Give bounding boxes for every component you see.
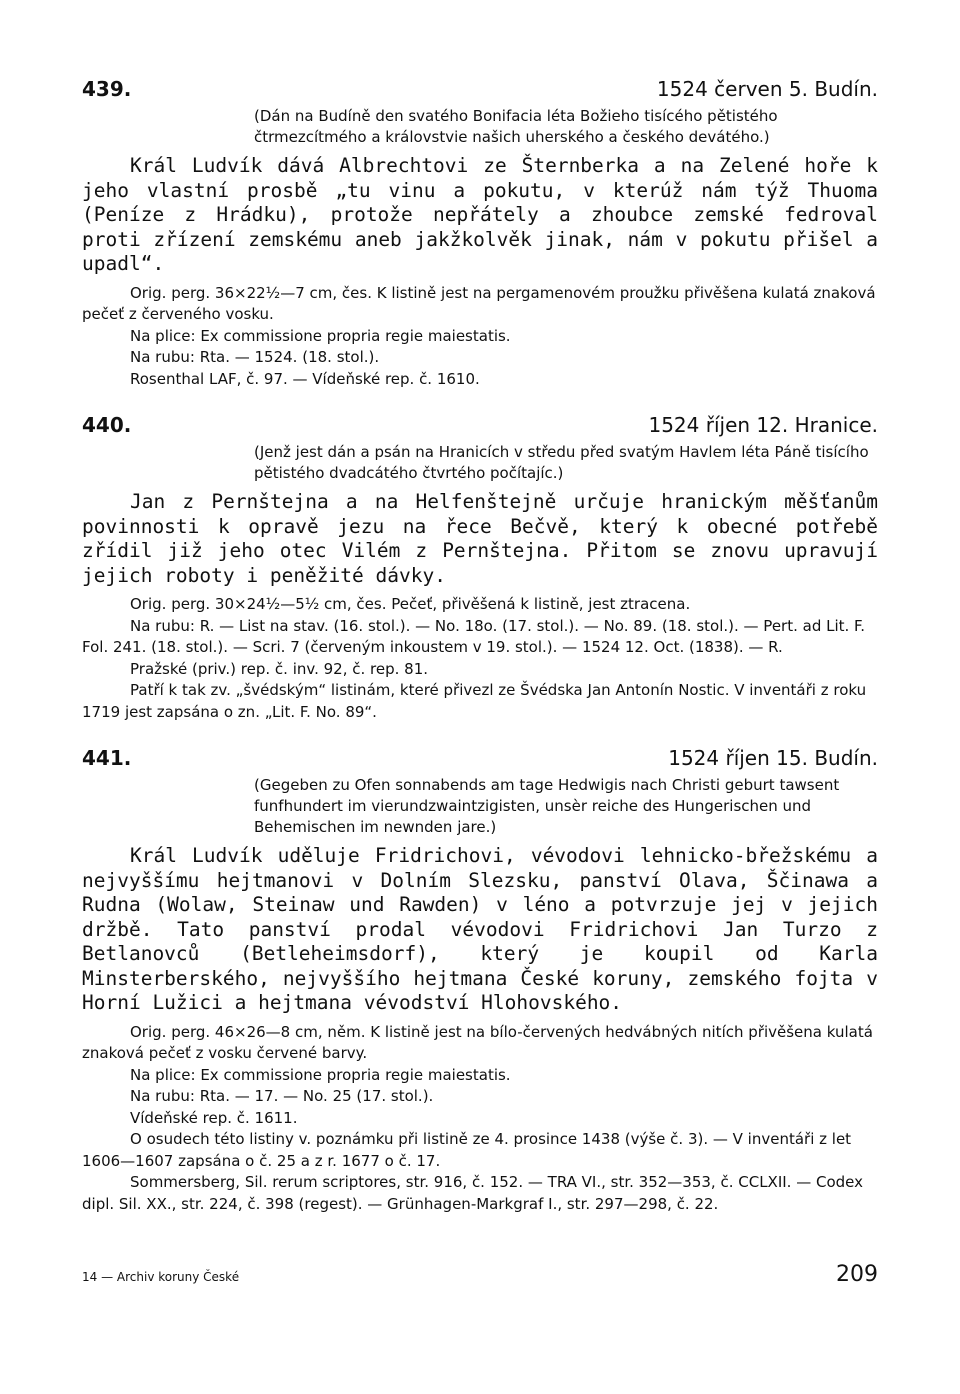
entry-note: O osudech této listiny v. poznámku při listině ze 4. prosince 1438 (výše č. 3). — V inventáři z let 1606—1607 zapsána o č. 25 a z r. 1677 o č. 17. xyxy=(82,1130,852,1170)
entry-note: Orig. perg. 30×24½—5½ cm, čes. Pečeť, přivěšená k listině, jest ztracena. xyxy=(130,595,691,613)
entry-number: 440. xyxy=(82,413,132,437)
entry-note: Patří k tak zv. „švédským“ listinám, které přivezl ze Švédska Jan Antonín Nostic. V inventáři z roku 1719 jest zapsána o zn. „Lit. F. No. 89“. xyxy=(82,681,867,721)
entry-note: Rosenthal LAF, č. 97. — Vídeňské rep. č. 1610. xyxy=(130,369,480,388)
entry-header xyxy=(82,410,878,440)
entry-date-place: 1524 říjen 12. Hranice. xyxy=(648,413,878,437)
entry-summary: Král Ludvík dává Albrechtovi ze Šternberka a na Zelené hoře k jeho vlastní prosbě „tu vinu a pokutu, v kterúž nám týž Thuoma (Peníze z Hrádku), protože nepřátely a zhoubce zemské fedroval proti zřízení zemskému aneb jakžkolvěk jinak, nám v pokutu přišel a upadl“. xyxy=(82,154,878,275)
entry-dating-formula: (Gegeben zu Ofen sonnabends am tage Hedwigis nach Christi geburt tawsent funfhundert im vierundzwaintzigisten, unsèr reiche des Hungerischen und Behemischen im newnden jare.) xyxy=(254,776,840,836)
entry-note: Orig. perg. 46×26—8 cm, něm. K listině jest na bílo-červených hedvábných nitích přivěšena kulatá znaková pečeť z vosku červené barvy. xyxy=(82,1022,873,1062)
entry-number: 439. xyxy=(82,77,132,101)
signature-footnote: 14 — Archiv koruny České xyxy=(82,1270,240,1284)
entry-dating-formula: (Jenž jest dán a psán na Hranicích v středu před svatým Havlem léta Páně tisícího pětistého dvadcátého čtvrtého počítajíc.) xyxy=(254,443,869,482)
entry-note: Na plice: Ex commissione propria regie maiestatis. xyxy=(130,1065,511,1084)
document-page xyxy=(82,74,878,1235)
entry-dating-formula: (Dán na Budíně den svatého Bonifacia léta Božieho tisícého pětistého čtrmezcítmého a královstvie našich uherského a českého devátého.) xyxy=(254,107,778,146)
entry-date-place: 1524 červen 5. Budín. xyxy=(656,77,878,101)
entry-note: Sommersberg, Sil. rerum scriptores, str. 916, č. 152. — TRA VI., str. 352—353, č. CCLXII. — Codex dipl. Sil. XX., str. 224, č. 398 (regest). — Grünhagen-Markgraf I., str. 297—298, č. 22. xyxy=(82,1173,864,1213)
page-footer xyxy=(82,1262,878,1287)
entry-440 xyxy=(82,410,878,723)
entry-date-place: 1524 říjen 15. Budín. xyxy=(668,746,878,770)
entry-header xyxy=(82,74,878,104)
entry-summary: Jan z Pernštejna a na Helfenštejně určuje hranickým měšťanům povinnosti k opravě jezu na řece Bečvě, který k obecné potřebě zřídil již jeho otec Vilém z Pernštejna. Přitom se znovu upravují jejich roboty i peněžité dávky. xyxy=(82,490,878,587)
entry-note: Na plice: Ex commissione propria regie maiestatis. xyxy=(130,326,511,345)
entry-note: Vídeňské rep. č. 1611. xyxy=(130,1108,298,1127)
entry-439 xyxy=(82,74,878,390)
entry-note: Na rubu: R. — List na stav. (16. stol.). — No. 18o. (17. stol.). — No. 89. (18. stol.). — Pert. ad Lit. F. Fol. 241. (18. stol.). — Scri. 7 (červeným inkoustem v 19. stol.). — 1524 12. Oct. (1838). — R. xyxy=(82,616,866,656)
entry-number: 441. xyxy=(82,746,132,770)
entry-note: Na rubu: Rta. — 17. — No. 25 (17. stol.). xyxy=(130,1087,434,1105)
page-number: 209 xyxy=(836,1262,878,1287)
entry-note: Na rubu: Rta. — 1524. (18. stol.). xyxy=(130,348,380,366)
entry-note: Pražské (priv.) rep. č. inv. 92, č. rep. 81. xyxy=(130,659,429,678)
entry-header xyxy=(82,743,878,773)
entry-441 xyxy=(82,743,878,1215)
entry-note: Orig. perg. 36×22½—7 cm, čes. K listině jest na pergamenovém proužku přivěšena kulatá znaková pečeť z červeného vosku. xyxy=(82,283,876,323)
entry-summary: Král Ludvík uděluje Fridrichovi, vévodovi lehnicko-břežskému a nejvyššímu hejtmanovi v Dolním Slezsku, panství Olava, Ščinawa a Rudna (Wolaw, Steinaw und Rawden) v léno a potvrzuje jej v jejich držbě. Tato panství prodal vévodovi Fridrichovi Jan Turzo z Betlanovců (Betleheimsdorf), který je koupil od Karla Minsterberského, nejvyššího hejtmana České koruny, zemského fojta v Horní Lužici a hejtmana vévodství Hlohovského. xyxy=(82,844,878,1014)
